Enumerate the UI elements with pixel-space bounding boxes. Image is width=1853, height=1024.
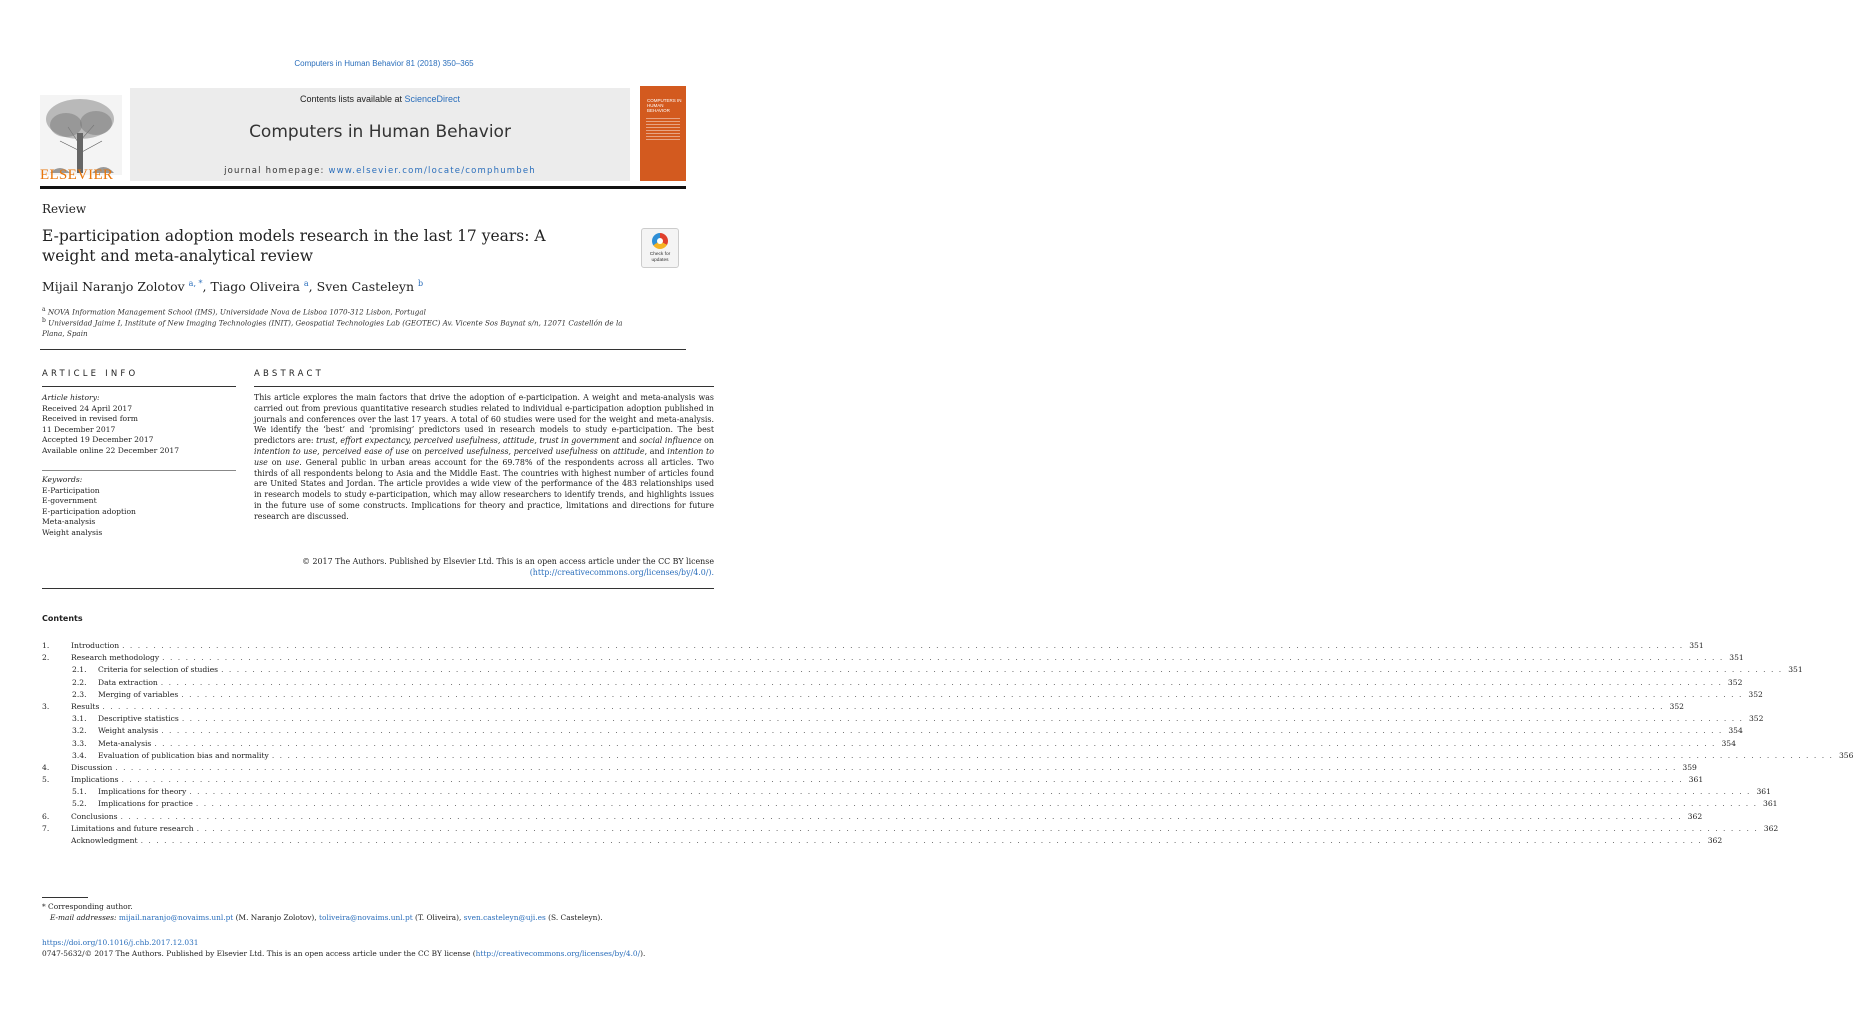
toc-title[interactable]: Evaluation of publication bias and normality bbox=[98, 750, 269, 760]
author-affiliation-marker[interactable]: a, * bbox=[188, 279, 203, 288]
toc-entry[interactable] bbox=[42, 798, 1778, 810]
abstract-rule bbox=[254, 386, 714, 387]
homepage-link[interactable]: www.elsevier.com/locate/comphumbeh bbox=[328, 166, 536, 176]
toc-entry[interactable] bbox=[42, 750, 1853, 762]
toc-page-number: 362 bbox=[1687, 811, 1703, 821]
abstract-run: trust, effort expectancy, perceived usefulness, attitude, trust in government bbox=[316, 436, 620, 446]
toc-entry[interactable] bbox=[42, 835, 1723, 847]
keyword: Meta-analysis bbox=[42, 517, 96, 526]
footnote-rule bbox=[42, 897, 88, 898]
contents-available-line bbox=[130, 94, 630, 104]
email-owner: (S. Casteleyn). bbox=[545, 913, 603, 922]
toc-leader-dots: . . . . . . . . . . . . . . . . . . . . . . . . . . . . . . . . . . . . . . . . . . . . . . . . . . . . . . . . . . . . . . . . . . . . . . . . . . . . . . . . . . . . . . . . . . . . . . . . . . . . . . . . . . . . . . . . . . . . . . . . . . . . . . . . . . . . . . . . . . . . . . . . . . . . . . . . . . . . . . . . . . . . . . . . . . . . . . . . . . . . . . . . . . . . . . . . . . . . . . . . bbox=[121, 775, 1684, 785]
toc-title[interactable]: Criteria for selection of studies bbox=[98, 665, 219, 675]
toc-leader-dots: . . . . . . . . . . . . . . . . . . . . . . . . . . . . . . . . . . . . . . . . . . . . . . . . . . . . . . . . . . . . . . . . . . . . . . . . . . . . . . . . . . . . . . . . . . . . . . . . . . . . . . . . . . . . . . . . . . . . . . . . . . . . . . . . . . . . . . . . . . . . . . . . . . . . . . . . . . . . . . . . . . . . . . . . . . . . . . . . . . . . . . . . . . . . . . . . . . . . . . . . bbox=[181, 689, 1743, 699]
toc-leader-dots: . . . . . . . . . . . . . . . . . . . . . . . . . . . . . . . . . . . . . . . . . . . . . . . . . . . . . . . . . . . . . . . . . . . . . . . . . . . . . . . . . . . . . . . . . . . . . . . . . . . . . . . . . . . . . . . . . . . . . . . . . . . . . . . . . . . . . . . . . . . . . . . . . . . . . . . . . . . . . . . . . . . . . . . . . . . . . . . . . . . . . . . . . . . . . . . . . . . . . . . . bbox=[120, 811, 1683, 821]
toc-number: 5.1. bbox=[72, 787, 87, 797]
toc-title[interactable]: Introduction bbox=[71, 641, 120, 650]
toc-leader-dots: . . . . . . . . . . . . . . . . . . . . . . . . . . . . . . . . . . . . . . . . . . . . . . . . . . . . . . . . . . . . . . . . . . . . . . . . . . . . . . . . . . . . . . . . . . . . . . . . . . . . . . . . . . . . . . . . . . . . . . . . . . . . . . . . . . . . . . . . . . . . . . . . . . . . . . . . . . . . . . . . . . . . . . . . . . . . . . . . . . . . . . . . . . . . . . . . . . . . . . . . bbox=[140, 836, 1703, 845]
toc-leader-dots: . . . . . . . . . . . . . . . . . . . . . . . . . . . . . . . . . . . . . . . . . . . . . . . . . . . . . . . . . . . . . . . . . . . . . . . . . . . . . . . . . . . . . . . . . . . . . . . . . . . . . . . . . . . . . . . . . . . . . . . . . . . . . . . . . . . . . . . . . . . . . . . . . . . . . . . . . . . . . . . . . . . . . . . . . . . . . . . . . . . . . . . . . . . . . . . . . . . . . . . . bbox=[221, 665, 1783, 675]
email-owner: (T. Oliveira), bbox=[412, 913, 464, 922]
toc-page-number: 351 bbox=[1689, 641, 1704, 650]
toc-entry[interactable] bbox=[42, 701, 1685, 713]
abstract-run: on bbox=[701, 436, 714, 446]
toc-page-number: 352 bbox=[1748, 714, 1764, 724]
email-link[interactable]: sven.casteleyn@uji.es bbox=[463, 913, 546, 922]
issn-license-link[interactable]: http://creativecommons.org/licenses/by/4.0/ bbox=[475, 949, 641, 958]
toc-leader-dots: . . . . . . . . . . . . . . . . . . . . . . . . . . . . . . . . . . . . . . . . . . . . . . . . . . . . . . . . . . . . . . . . . . . . . . . . . . . . . . . . . . . . . . . . . . . . . . . . . . . . . . . . . . . . . . . . . . . . . . . . . . . . . . . . . . . . . . . . . . . . . . . . . . . . . . . . . . . . . . . . . . . . . . . . . . . . . . . . . . . . . . . . . . . . . . . . . . . . . . . . bbox=[181, 714, 1744, 724]
toc-entry[interactable] bbox=[42, 713, 1764, 725]
toc-leader-dots: . . . . . . . . . . . . . . . . . . . . . . . . . . . . . . . . . . . . . . . . . . . . . . . . . . . . . . . . . . . . . . . . . . . . . . . . . . . . . . . . . . . . . . . . . . . . . . . . . . . . . . . . . . . . . . . . . . . . . . . . . . . . . . . . . . . . . . . . . . . . . . . . . . . . . . . . . . . . . . . . . . . . . . . . . . . . . . . . . . . . . . . . . . . . . . . . . . . . . . . . bbox=[102, 701, 1665, 711]
keyword: E-Participation bbox=[42, 485, 100, 495]
toc-leader-dots: . . . . . . . . . . . . . . . . . . . . . . . . . . . . . . . . . . . . . . . . . . . . . . . . . . . . . . . . . . . . . . . . . . . . . . . . . . . . . . . . . . . . . . . . . . . . . . . . . . . . . . . . . . . . . . . . . . . . . . . . . . . . . . . . . . . . . . . . . . . . . . . . . . . . . . . . . . . . . . . . . . . . . . . . . . . . . . . . . . . . . . . . . . . . . . . . . . . . . . . . bbox=[115, 762, 1677, 772]
history-item: Available online 22 December 2017 bbox=[42, 445, 180, 455]
toc-number bbox=[42, 835, 71, 847]
cover-decoration bbox=[640, 116, 686, 142]
toc-number: 2. bbox=[42, 653, 50, 663]
check-updates-label: Check for updates bbox=[649, 252, 671, 263]
toc-entry[interactable] bbox=[42, 811, 1703, 823]
toc-page-number: 352 bbox=[1669, 701, 1685, 711]
toc-number: 2.3. bbox=[72, 689, 87, 699]
license-link-line bbox=[254, 568, 714, 579]
toc-page-number: 361 bbox=[1756, 787, 1771, 797]
toc-page-number: 352 bbox=[1727, 677, 1743, 687]
author-affiliation-marker[interactable]: a bbox=[303, 279, 309, 288]
journal-cover-thumbnail bbox=[640, 86, 686, 181]
sciencedirect-link[interactable]: ScienceDirect bbox=[404, 94, 461, 104]
abstract-run: intention to use, perceived ease of use bbox=[254, 446, 410, 456]
toc-number: 3.3. bbox=[72, 738, 87, 748]
history-item: Received in revised form bbox=[42, 414, 138, 423]
email-link[interactable]: toliveira@novaims.unl.pt bbox=[319, 913, 413, 922]
affiliation-b bbox=[42, 316, 632, 339]
abstract-run: on bbox=[409, 446, 425, 456]
author-affiliation-marker[interactable]: b bbox=[418, 279, 424, 288]
homepage-label: journal homepage: bbox=[224, 166, 329, 176]
toc-number: 4. bbox=[42, 762, 50, 772]
publisher-wordmark: ELSEVIER bbox=[40, 167, 114, 183]
check-updates-icon bbox=[652, 233, 668, 249]
toc-page-number: 352 bbox=[1748, 689, 1763, 699]
journal-reference[interactable]: Computers in Human Behavior 81 (2018) 350–365 bbox=[294, 59, 474, 68]
toc-title[interactable]: Implications for practice bbox=[98, 799, 193, 809]
author-name[interactable]: Mijail Naranjo Zolotov bbox=[42, 279, 185, 295]
toc-leader-dots: . . . . . . . . . . . . . . . . . . . . . . . . . . . . . . . . . . . . . . . . . . . . . . . . . . . . . . . . . . . . . . . . . . . . . . . . . . . . . . . . . . . . . . . . . . . . . . . . . . . . . . . . . . . . . . . . . . . . . . . . . . . . . . . . . . . . . . . . . . . . . . . . . . . . . . . . . . . . . . . . . . . . . . . . . . . . . . . . . . . . . . . . . . . . . . . . . . . . . . . . bbox=[196, 823, 1759, 833]
header-rule bbox=[40, 186, 686, 189]
toc-title[interactable]: Results bbox=[71, 701, 100, 711]
issn-text-end: ). bbox=[640, 949, 646, 958]
email-owner: (M. Naranjo Zolotov), bbox=[233, 913, 320, 922]
toc-entry[interactable] bbox=[42, 725, 1743, 737]
toc-entry[interactable] bbox=[42, 774, 1704, 786]
keyword: Weight analysis bbox=[42, 527, 103, 537]
toc-number: 3.1. bbox=[72, 714, 87, 724]
abstract-run: , and bbox=[644, 446, 668, 456]
abstract-run: on bbox=[597, 446, 614, 456]
abstract-run: intention to use bbox=[254, 446, 714, 467]
section-divider bbox=[40, 349, 686, 350]
toc-page-number: 362 bbox=[1763, 823, 1779, 833]
toc-entry[interactable] bbox=[42, 738, 1736, 750]
abstract-bottom-rule bbox=[42, 588, 714, 589]
doi-link[interactable]: https://doi.org/10.1016/j.chb.2017.12.031 bbox=[42, 938, 199, 947]
abstract-run: social influence bbox=[639, 436, 702, 446]
contents-prefix: Contents lists available at bbox=[299, 94, 405, 104]
toc-title[interactable]: Implications bbox=[71, 775, 119, 785]
issn-license-line bbox=[42, 949, 645, 958]
toc-page-number: 361 bbox=[1763, 799, 1778, 809]
toc-number: 5.2. bbox=[72, 799, 87, 809]
affiliation-text: NOVA Information Management School (IMS), Universidade Nova de Lisboa 1070-312 Lisbon, Portugal bbox=[47, 307, 426, 317]
abstract-run: and bbox=[619, 436, 640, 446]
toc-number: 3.4. bbox=[72, 750, 87, 760]
toc-number: 3. bbox=[42, 701, 50, 711]
article-title: E-participation adoption models research in the last 17 years: A weight and meta-analytical review bbox=[42, 227, 546, 265]
keywords-label: Keywords: bbox=[42, 475, 83, 484]
abstract-run: attitude bbox=[613, 446, 645, 456]
cover-title: COMPUTERS IN HUMAN BEHAVIOR bbox=[647, 98, 682, 113]
issn-text: 0747-5632/© 2017 The Authors. Published by Elsevier Ltd. This is an open access article under the CC BY license ( bbox=[42, 949, 476, 958]
keyword: E-participation adoption bbox=[42, 506, 136, 516]
toc-title[interactable]: Merging of variables bbox=[98, 689, 179, 699]
abstract-heading: ABSTRACT bbox=[254, 369, 325, 379]
toc-number: 6. bbox=[42, 811, 50, 821]
abstract-run: perceived usefulness, perceived usefulness bbox=[424, 446, 598, 456]
toc-leader-dots: . . . . . . . . . . . . . . . . . . . . . . . . . . . . . . . . . . . . . . . . . . . . . . . . . . . . . . . . . . . . . . . . . . . . . . . . . . . . . . . . . . . . . . . . . . . . . . . . . . . . . . . . . . . . . . . . . . . . . . . . . . . . . . . . . . . . . . . . . . . . . . . . . . . . . . . . . . . . . . . . . . . . . . . . . . . . . . . . . . . . . . . . . . . . . . . . . . . . . . . . bbox=[162, 653, 1724, 663]
keywords-rule bbox=[42, 470, 236, 471]
history-label: Article history: bbox=[42, 393, 100, 402]
toc-page-number: 362 bbox=[1707, 836, 1723, 845]
toc-title[interactable]: Conclusions bbox=[71, 811, 118, 821]
toc-number: 3.2. bbox=[72, 726, 87, 736]
history-item: Accepted 19 December 2017 bbox=[42, 435, 154, 444]
keyword: E-government bbox=[42, 496, 97, 505]
toc-entry[interactable] bbox=[42, 664, 1803, 676]
toc-number: 2.2. bbox=[72, 677, 87, 687]
toc-title[interactable]: Discussion bbox=[71, 762, 113, 772]
toc-number: 5. bbox=[42, 775, 50, 785]
toc-number: 7. bbox=[42, 823, 50, 833]
toc-page-number: 351 bbox=[1729, 653, 1744, 663]
affiliation-marker: a bbox=[42, 306, 46, 313]
toc-title[interactable]: Limitations and future research bbox=[71, 823, 194, 833]
toc-leader-dots: . . . . . . . . . . . . . . . . . . . . . . . . . . . . . . . . . . . . . . . . . . . . . . . . . . . . . . . . . . . . . . . . . . . . . . . . . . . . . . . . . . . . . . . . . . . . . . . . . . . . . . . . . . . . . . . . . . . . . . . . . . . . . . . . . . . . . . . . . . . . . . . . . . . . . . . . . . . . . . . . . . . . . . . . . . . . . . . . . . . . . . . . . . . . . . . . . . . . . . . . bbox=[154, 738, 1716, 748]
email-label: E-mail addresses: bbox=[50, 913, 119, 922]
keywords-list bbox=[42, 475, 136, 538]
toc-page-number: 356 bbox=[1838, 750, 1853, 760]
toc-title[interactable]: Research methodology bbox=[71, 653, 160, 663]
toc-page-number: 361 bbox=[1688, 775, 1704, 785]
affiliation-marker: b bbox=[42, 317, 46, 324]
toc-number: 2.1. bbox=[72, 665, 87, 675]
toc-page-number: 351 bbox=[1788, 665, 1803, 675]
history-item: 11 December 2017 bbox=[42, 424, 116, 434]
author-name[interactable]: Sven Casteleyn bbox=[316, 279, 415, 295]
toc-leader-dots: . . . . . . . . . . . . . . . . . . . . . . . . . . . . . . . . . . . . . . . . . . . . . . . . . . . . . . . . . . . . . . . . . . . . . . . . . . . . . . . . . . . . . . . . . . . . . . . . . . . . . . . . . . . . . . . . . . . . . . . . . . . . . . . . . . . . . . . . . . . . . . . . . . . . . . . . . . . . . . . . . . . . . . . . . . . . . . . . . . . . . . . . . . . . . . . . . . . . . . . . bbox=[189, 787, 1751, 797]
toc-page-number: 354 bbox=[1721, 738, 1736, 748]
toc-entry[interactable] bbox=[42, 640, 1704, 652]
toc-title[interactable]: Weight analysis bbox=[98, 726, 159, 736]
abstract-run: This article explores the main factors that drive the adoption of e-participation. A weight and meta-analysis was carried out from previous quantitative research studies related to individual e-participation adoption published in journals and conferences over the last 17 years. A total of 60 studies were used for the weight and meta-analysis. We identify the ‘best’ and ‘promising’ predictors used in research models to study e-participation. The best predictors are: bbox=[254, 393, 714, 446]
toc-entry[interactable] bbox=[42, 652, 1744, 664]
toc-page-number: 354 bbox=[1728, 726, 1743, 736]
toc-title[interactable]: Acknowledgment bbox=[71, 836, 138, 845]
toc-entry[interactable] bbox=[42, 786, 1771, 798]
journal-title: Computers in Human Behavior bbox=[249, 122, 511, 142]
toc-title[interactable]: Implications for theory bbox=[98, 787, 187, 797]
corresponding-author-note: * Corresponding author. bbox=[42, 902, 133, 911]
affiliation-text: Universidad Jaime I, Institute of New Imaging Technologies (INIT), Geospatial Technologies Lab (GEOTEC) Av. Vicente Sos Baynat s/n, 12071 Castellón de la Plana, Spain bbox=[42, 318, 623, 338]
abstract-run: on bbox=[267, 457, 286, 467]
toc-number: 1. bbox=[42, 641, 50, 650]
toc-leader-dots: . . . . . . . . . . . . . . . . . . . . . . . . . . . . . . . . . . . . . . . . . . . . . . . . . . . . . . . . . . . . . . . . . . . . . . . . . . . . . . . . . . . . . . . . . . . . . . . . . . . . . . . . . . . . . . . . . . . . . . . . . . . . . . . . . . . . . . . . . . . . . . . . . . . . . . . . . . . . . . . . . . . . . . . . . . . . . . . . . . . . . . . . . . . . . . . . . . . . . . . . bbox=[160, 677, 1723, 687]
article-type: Review bbox=[42, 202, 87, 216]
toc-entry[interactable] bbox=[42, 762, 1697, 774]
copyright-statement: © 2017 The Authors. Published by Elsevier Ltd. This is an open access article under the CC BY license bbox=[302, 557, 714, 566]
author-list: Mijail Naranjo Zolotov $^{a, *}$, Tiago Oliveira $^a$, Sven Casteleyn $^b$ bbox=[42, 279, 424, 295]
author-name[interactable]: Tiago Oliveira bbox=[210, 279, 300, 295]
license-link[interactable]: (http://creativecommons.org/licenses/by/4.0/). bbox=[529, 568, 714, 577]
journal-homepage-line bbox=[130, 166, 630, 176]
email-link[interactable]: mijail.naranjo@novaims.unl.pt bbox=[118, 913, 234, 922]
toc-entry[interactable] bbox=[42, 823, 1779, 835]
toc-title[interactable]: Meta-analysis bbox=[98, 738, 152, 748]
article-info-rule bbox=[42, 386, 236, 387]
table-of-contents bbox=[42, 640, 1853, 847]
toc-page-number: 359 bbox=[1682, 762, 1697, 772]
contents-heading: Contents bbox=[42, 614, 83, 623]
email-addresses bbox=[42, 913, 740, 924]
journal-masthead bbox=[130, 88, 630, 181]
toc-entry[interactable] bbox=[42, 689, 1763, 701]
abstract-run: . General public in urban areas account for the 69.78% of the respondents across all articles. Two thirds of all respondents belong to Asia and the Middle East. The countries with highest number of articles found are United States and Jordan. The article provides a wide view of the performance of the 483 relationships used in research models to study e-participation, which may allow researchers to identify trends, and highlights issues in the future use of some constructs. Implications for theory and practice, limitations and directions for future research are discussed. bbox=[254, 457, 714, 521]
toc-leader-dots: . . . . . . . . . . . . . . . . . . . . . . . . . . . . . . . . . . . . . . . . . . . . . . . . . . . . . . . . . . . . . . . . . . . . . . . . . . . . . . . . . . . . . . . . . . . . . . . . . . . . . . . . . . . . . . . . . . . . . . . . . . . . . . . . . . . . . . . . . . . . . . . . . . . . . . . . . . . . . . . . . . . . . . . . . . . . . . . . . . . . . . . . . . . . . . . . . . . . . . . . bbox=[271, 750, 1834, 760]
toc-leader-dots: . . . . . . . . . . . . . . . . . . . . . . . . . . . . . . . . . . . . . . . . . . . . . . . . . . . . . . . . . . . . . . . . . . . . . . . . . . . . . . . . . . . . . . . . . . . . . . . . . . . . . . . . . . . . . . . . . . . . . . . . . . . . . . . . . . . . . . . . . . . . . . . . . . . . . . . . . . . . . . . . . . . . . . . . . . . . . . . . . . . . . . . . . . . . . . . . . . . . . . . . bbox=[122, 641, 1684, 650]
toc-leader-dots: . . . . . . . . . . . . . . . . . . . . . . . . . . . . . . . . . . . . . . . . . . . . . . . . . . . . . . . . . . . . . . . . . . . . . . . . . . . . . . . . . . . . . . . . . . . . . . . . . . . . . . . . . . . . . . . . . . . . . . . . . . . . . . . . . . . . . . . . . . . . . . . . . . . . . . . . . . . . . . . . . . . . . . . . . . . . . . . . . . . . . . . . . . . . . . . . . . . . . . . . bbox=[195, 799, 1758, 809]
abstract-text bbox=[254, 393, 714, 523]
abstract-run: use bbox=[285, 457, 300, 467]
history-item: Received 24 April 2017 bbox=[42, 403, 133, 413]
toc-leader-dots: . . . . . . . . . . . . . . . . . . . . . . . . . . . . . . . . . . . . . . . . . . . . . . . . . . . . . . . . . . . . . . . . . . . . . . . . . . . . . . . . . . . . . . . . . . . . . . . . . . . . . . . . . . . . . . . . . . . . . . . . . . . . . . . . . . . . . . . . . . . . . . . . . . . . . . . . . . . . . . . . . . . . . . . . . . . . . . . . . . . . . . . . . . . . . . . . . . . . . . . . bbox=[161, 726, 1723, 736]
check-for-updates-button[interactable] bbox=[641, 228, 679, 268]
toc-title[interactable]: Descriptive statistics bbox=[98, 714, 179, 724]
article-info-heading: ARTICLE INFO bbox=[42, 369, 139, 379]
toc-title[interactable]: Data extraction bbox=[98, 677, 158, 687]
article-history bbox=[42, 393, 179, 456]
toc-entry[interactable] bbox=[42, 677, 1743, 689]
